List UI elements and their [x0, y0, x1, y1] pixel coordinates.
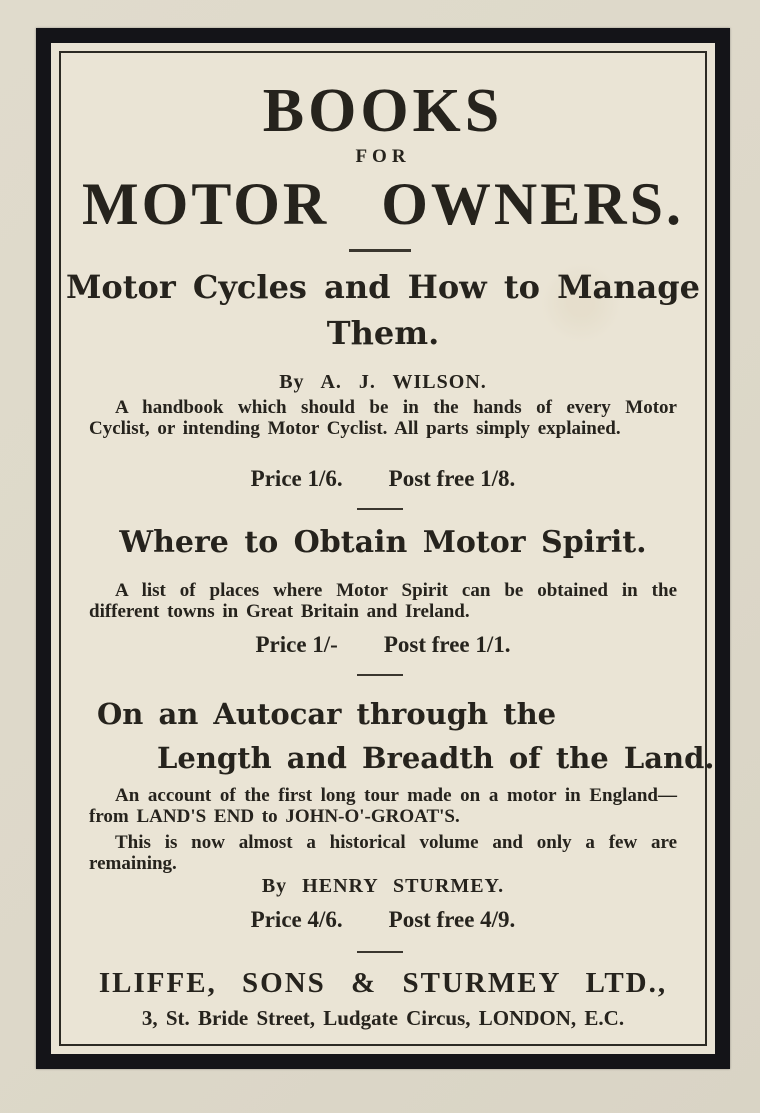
price-value: Price 4/6. [250, 907, 343, 932]
price-value: Price 1/- [255, 632, 338, 657]
post-free-value: Post free 4/9. [388, 907, 516, 932]
main-title-motor-owners: MOTOR OWNERS. [82, 171, 684, 237]
book-description-note: This is now almost a historical volume and only a few are remaining. [89, 832, 677, 874]
book-title-line: On an Autocar through the [97, 697, 557, 731]
section-divider [349, 249, 411, 252]
price-line [61, 466, 705, 492]
price-line [61, 632, 705, 658]
publisher-name: ILIFFE, SONS & STURMEY LTD., [98, 967, 668, 999]
main-title-for: FOR [355, 146, 411, 167]
book-description: A handbook which should be in the hands of every Motor Cyclist, or intending Motor Cyclist. All parts simply explained. [89, 397, 677, 439]
price-line [61, 907, 705, 933]
book-title-autocar [61, 692, 715, 780]
book-title-line: Length and Breadth of the Land. [157, 741, 715, 775]
post-free-value: Post free 1/8. [388, 466, 516, 491]
book-title-motor-cycles [61, 264, 705, 356]
book-description: A list of places where Motor Spirit can be obtained in the different towns in Great Britain and Ireland. [89, 580, 677, 622]
book-title-line: Them. [326, 314, 440, 352]
section-divider [357, 508, 403, 510]
section-divider [357, 951, 403, 953]
book-title-motor-spirit [61, 524, 705, 562]
book-title-line: Where to Obtain Motor Spirit. [119, 525, 647, 560]
publisher-address: 3, St. Bride Street, Ludgate Circus, LONDON, E.C. [141, 1006, 625, 1030]
book-author-sturmey: By HENRY STURMEY. [261, 875, 505, 897]
book-title-line: Motor Cycles and How to Manage [65, 268, 701, 306]
main-title-books: BOOKS [262, 77, 504, 145]
post-free-value: Post free 1/1. [383, 632, 511, 657]
section-divider [357, 674, 403, 676]
book-description: An account of the first long tour made on a motor in England—from LAND'S END to JOHN-O'-GROAT'S. [89, 785, 677, 827]
book-author-wilson: By A. J. WILSON. [279, 371, 487, 393]
price-value: Price 1/6. [250, 466, 343, 491]
